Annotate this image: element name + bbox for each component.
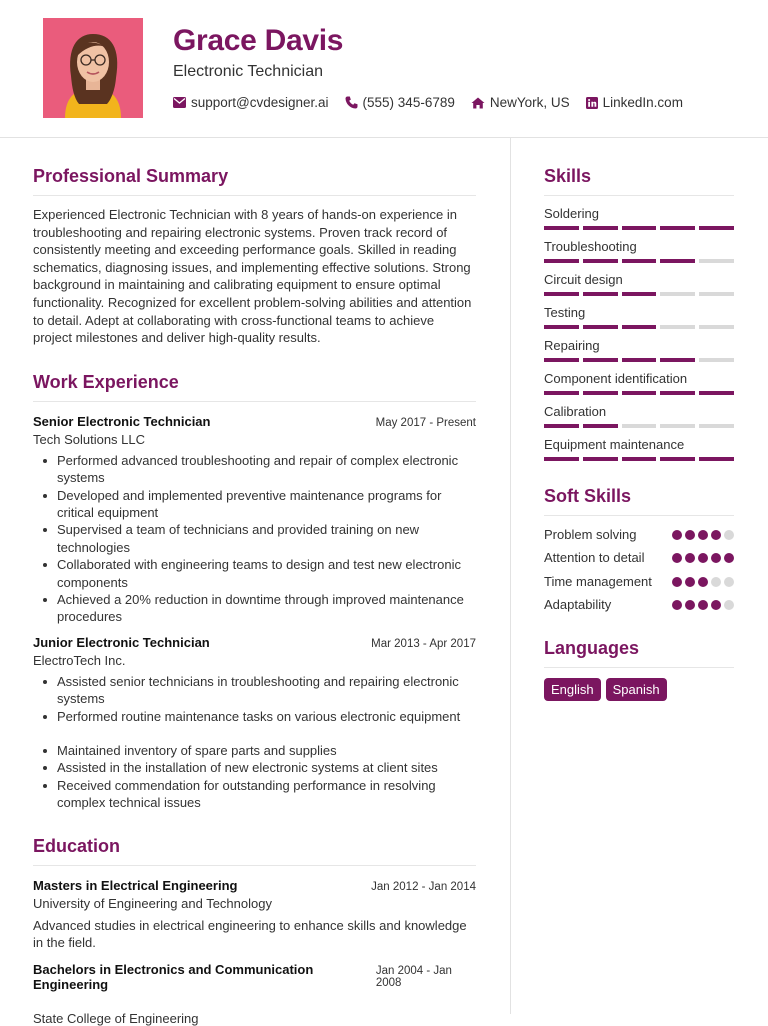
education-date: Jan 2012 - Jan 2014 [371,880,476,893]
rating-dot [685,530,695,540]
list-item: Assisted senior technicians in troubleshooting and repairing electronic systems [33,673,476,708]
skill-row [544,404,734,428]
skill-level-segment [544,457,579,461]
skill-level-bar [544,457,734,461]
education-date: Jan 2004 - Jan 2008 [375,964,452,989]
skill-level-segment [699,457,734,461]
rating-dot [724,600,734,610]
skill-level-segment [699,391,734,395]
rating-dot [672,553,682,563]
skill-level-bar [544,325,734,329]
skill-level-segment [583,391,618,395]
skill-level-segment [583,259,618,263]
skill-level-segment [583,292,618,296]
education-entry [33,878,476,952]
skill-level-segment [699,325,734,329]
job-date: May 2017 - Present [375,416,476,429]
skill-row [544,371,734,395]
soft-skill-name: Adaptability [544,597,612,613]
job-company: Tech Solutions LLC [33,431,146,447]
skill-level-segment [622,424,657,428]
list-item: Developed and implemented preventive maintenance programs for critical equipment [33,487,476,522]
list-item: Received commendation for outstanding performance in resolving complex technical issues [33,777,476,812]
skill-level-segment [583,424,618,428]
skill-name: Component identification [544,371,688,386]
contact-location [471,95,570,110]
skill-level-segment [660,391,695,395]
rating-dot [711,553,721,563]
job-title: Senior Electronic Technician [33,413,211,429]
job-entry [33,414,476,626]
rating-dot [698,577,708,587]
email-text: support@cvdesigner.ai [191,95,329,110]
skill-level-segment [699,259,734,263]
skill-row [544,305,734,329]
profile-photo [43,18,143,118]
skill-name: Circuit design [544,272,623,287]
degree-title: Masters in Electrical Engineering [33,877,238,893]
soft-skill-row [544,573,734,590]
skill-level-bar [544,226,734,230]
soft-skill-rating [672,530,734,540]
job-bullets [33,452,476,626]
skill-level-segment [544,226,579,230]
skill-name: Troubleshooting [544,239,637,254]
languages-section [544,638,734,701]
soft-skills-section [544,486,734,614]
skill-name: Equipment maintenance [544,437,685,452]
job-bullets [33,673,476,812]
person-photo-icon [43,18,143,118]
experience-section [33,372,476,812]
skills-section [544,166,734,461]
skill-level-segment [622,259,657,263]
skill-row [544,239,734,263]
soft-skill-name: Problem solving [544,527,637,542]
rating-dot [685,577,695,587]
contact-phone[interactable] [345,95,455,110]
skill-level-bar [544,358,734,362]
soft-skills-heading: Soft Skills [544,486,734,516]
soft-skill-name: Time management [544,573,652,589]
skill-level-bar [544,391,734,395]
language-tags [544,678,734,701]
skill-level-segment [660,358,695,362]
skill-level-bar [544,259,734,263]
list-item: Performed advanced troubleshooting and repair of complex electronic systems [33,452,476,487]
candidate-title: Electronic Technician [173,63,324,80]
language-tag: Spanish [606,678,667,701]
degree-title: Bachelors in Electronics and Communication Engineering [33,961,314,992]
skill-level-segment [622,391,657,395]
skill-level-segment [622,457,657,461]
education-description: Advanced studies in electrical engineering to enhance skills and knowledge in the field. [33,917,467,951]
skill-row [544,437,734,461]
list-item: Supervised a team of technicians and provided training on new technologies [33,521,476,556]
skill-level-segment [660,292,695,296]
skill-level-segment [699,292,734,296]
home-icon [471,97,485,109]
skill-row [544,206,734,230]
experience-heading: Work Experience [33,372,476,402]
skill-level-bar [544,292,734,296]
job-title: Junior Electronic Technician [33,634,210,650]
skill-level-segment [699,226,734,230]
skill-level-segment [583,358,618,362]
soft-skill-row [544,549,734,566]
skill-level-segment [544,391,579,395]
side-column [544,166,734,701]
phone-text: (555) 345-6789 [362,95,455,110]
education-entry [33,962,476,1026]
skill-level-segment [583,226,618,230]
skill-name: Repairing [544,338,600,353]
summary-text: Experienced Electronic Technician with 8 years of hands-on experience in troubleshooting and repairing electronic systems. Proven track record of consistently meeting and exceeding performance goals. Skilled in reading schematics, diagnosing issues, and implementing effective solutions. Strong background in maintaining and calibrating equipment to ensure optimal functionality. Recognized for excellent problem-solving abilities and attention to detail. Adept at collaborating with cross-functional teams to achieve project milestones and deliver high-quality results. [33,207,472,346]
summary-heading: Professional Summary [33,166,476,196]
skill-level-segment [622,325,657,329]
skill-level-segment [660,226,695,230]
skill-name: Soldering [544,206,599,221]
list-item: Assisted in the installation of new electronic systems at client sites [33,759,476,776]
rating-dot [685,600,695,610]
rating-dot [672,530,682,540]
resume-header [0,0,768,138]
languages-heading: Languages [544,638,734,668]
skill-level-segment [699,424,734,428]
job-company: ElectroTech Inc. [33,652,126,668]
contact-info [173,95,683,110]
soft-skill-rating [672,600,734,610]
skill-name: Testing [544,305,586,320]
list-item: Maintained inventory of spare parts and supplies [33,742,476,759]
school-name: University of Engineering and Technology [33,895,272,911]
summary-section [33,166,476,347]
skill-level-segment [660,259,695,263]
language-tag: English [544,678,601,701]
skill-level-bar [544,424,734,428]
soft-skill-row [544,526,734,543]
school-name: State College of Engineering [33,1010,199,1026]
rating-dot [711,577,721,587]
contact-email[interactable] [173,95,329,110]
job-date: Mar 2013 - Apr 2017 [371,637,476,650]
rating-dot [711,530,721,540]
skill-name: Calibration [544,404,607,419]
education-heading: Education [33,836,476,866]
skill-row [544,272,734,296]
list-item: Performed routine maintenance tasks on various electronic equipment [33,708,476,725]
column-divider [510,138,511,1014]
skill-level-segment [660,325,695,329]
rating-dot [685,553,695,563]
linkedin-text: LinkedIn.com [602,95,683,110]
main-column [33,166,476,1026]
skills-list [544,206,734,461]
skill-row [544,338,734,362]
skill-level-segment [622,292,657,296]
rating-dot [724,577,734,587]
skill-level-segment [544,358,579,362]
envelope-icon [173,97,186,108]
soft-skill-rating [672,553,734,563]
soft-skill-name: Attention to detail [544,550,645,566]
soft-skill-row [544,596,734,613]
skill-level-segment [660,457,695,461]
rating-dot [698,553,708,563]
skill-level-segment [622,358,657,362]
linkedin-icon [586,97,598,109]
skill-level-segment [583,457,618,461]
skill-level-segment [583,325,618,329]
rating-dot [724,530,734,540]
skill-level-segment [544,325,579,329]
rating-dot [711,600,721,610]
job-entry [33,635,476,812]
candidate-name: Grace Davis [173,24,344,57]
soft-skill-rating [672,577,734,587]
list-item: Collaborated with engineering teams to design and test new electronic components [33,556,476,591]
rating-dot [672,577,682,587]
list-item: Achieved a 20% reduction in downtime through improved maintenance procedures [33,591,476,626]
soft-skills-list [544,526,734,614]
skills-heading: Skills [544,166,734,196]
phone-icon [345,96,358,109]
rating-dot [724,553,734,563]
skill-level-segment [660,424,695,428]
skill-level-segment [622,226,657,230]
contact-linkedin[interactable] [586,95,683,110]
location-text: NewYork, US [489,95,570,110]
skill-level-segment [544,259,579,263]
rating-dot [698,600,708,610]
skill-level-segment [544,292,579,296]
rating-dot [698,530,708,540]
education-section [33,836,476,1026]
skill-level-segment [699,358,734,362]
rating-dot [672,600,682,610]
skill-level-segment [544,424,579,428]
